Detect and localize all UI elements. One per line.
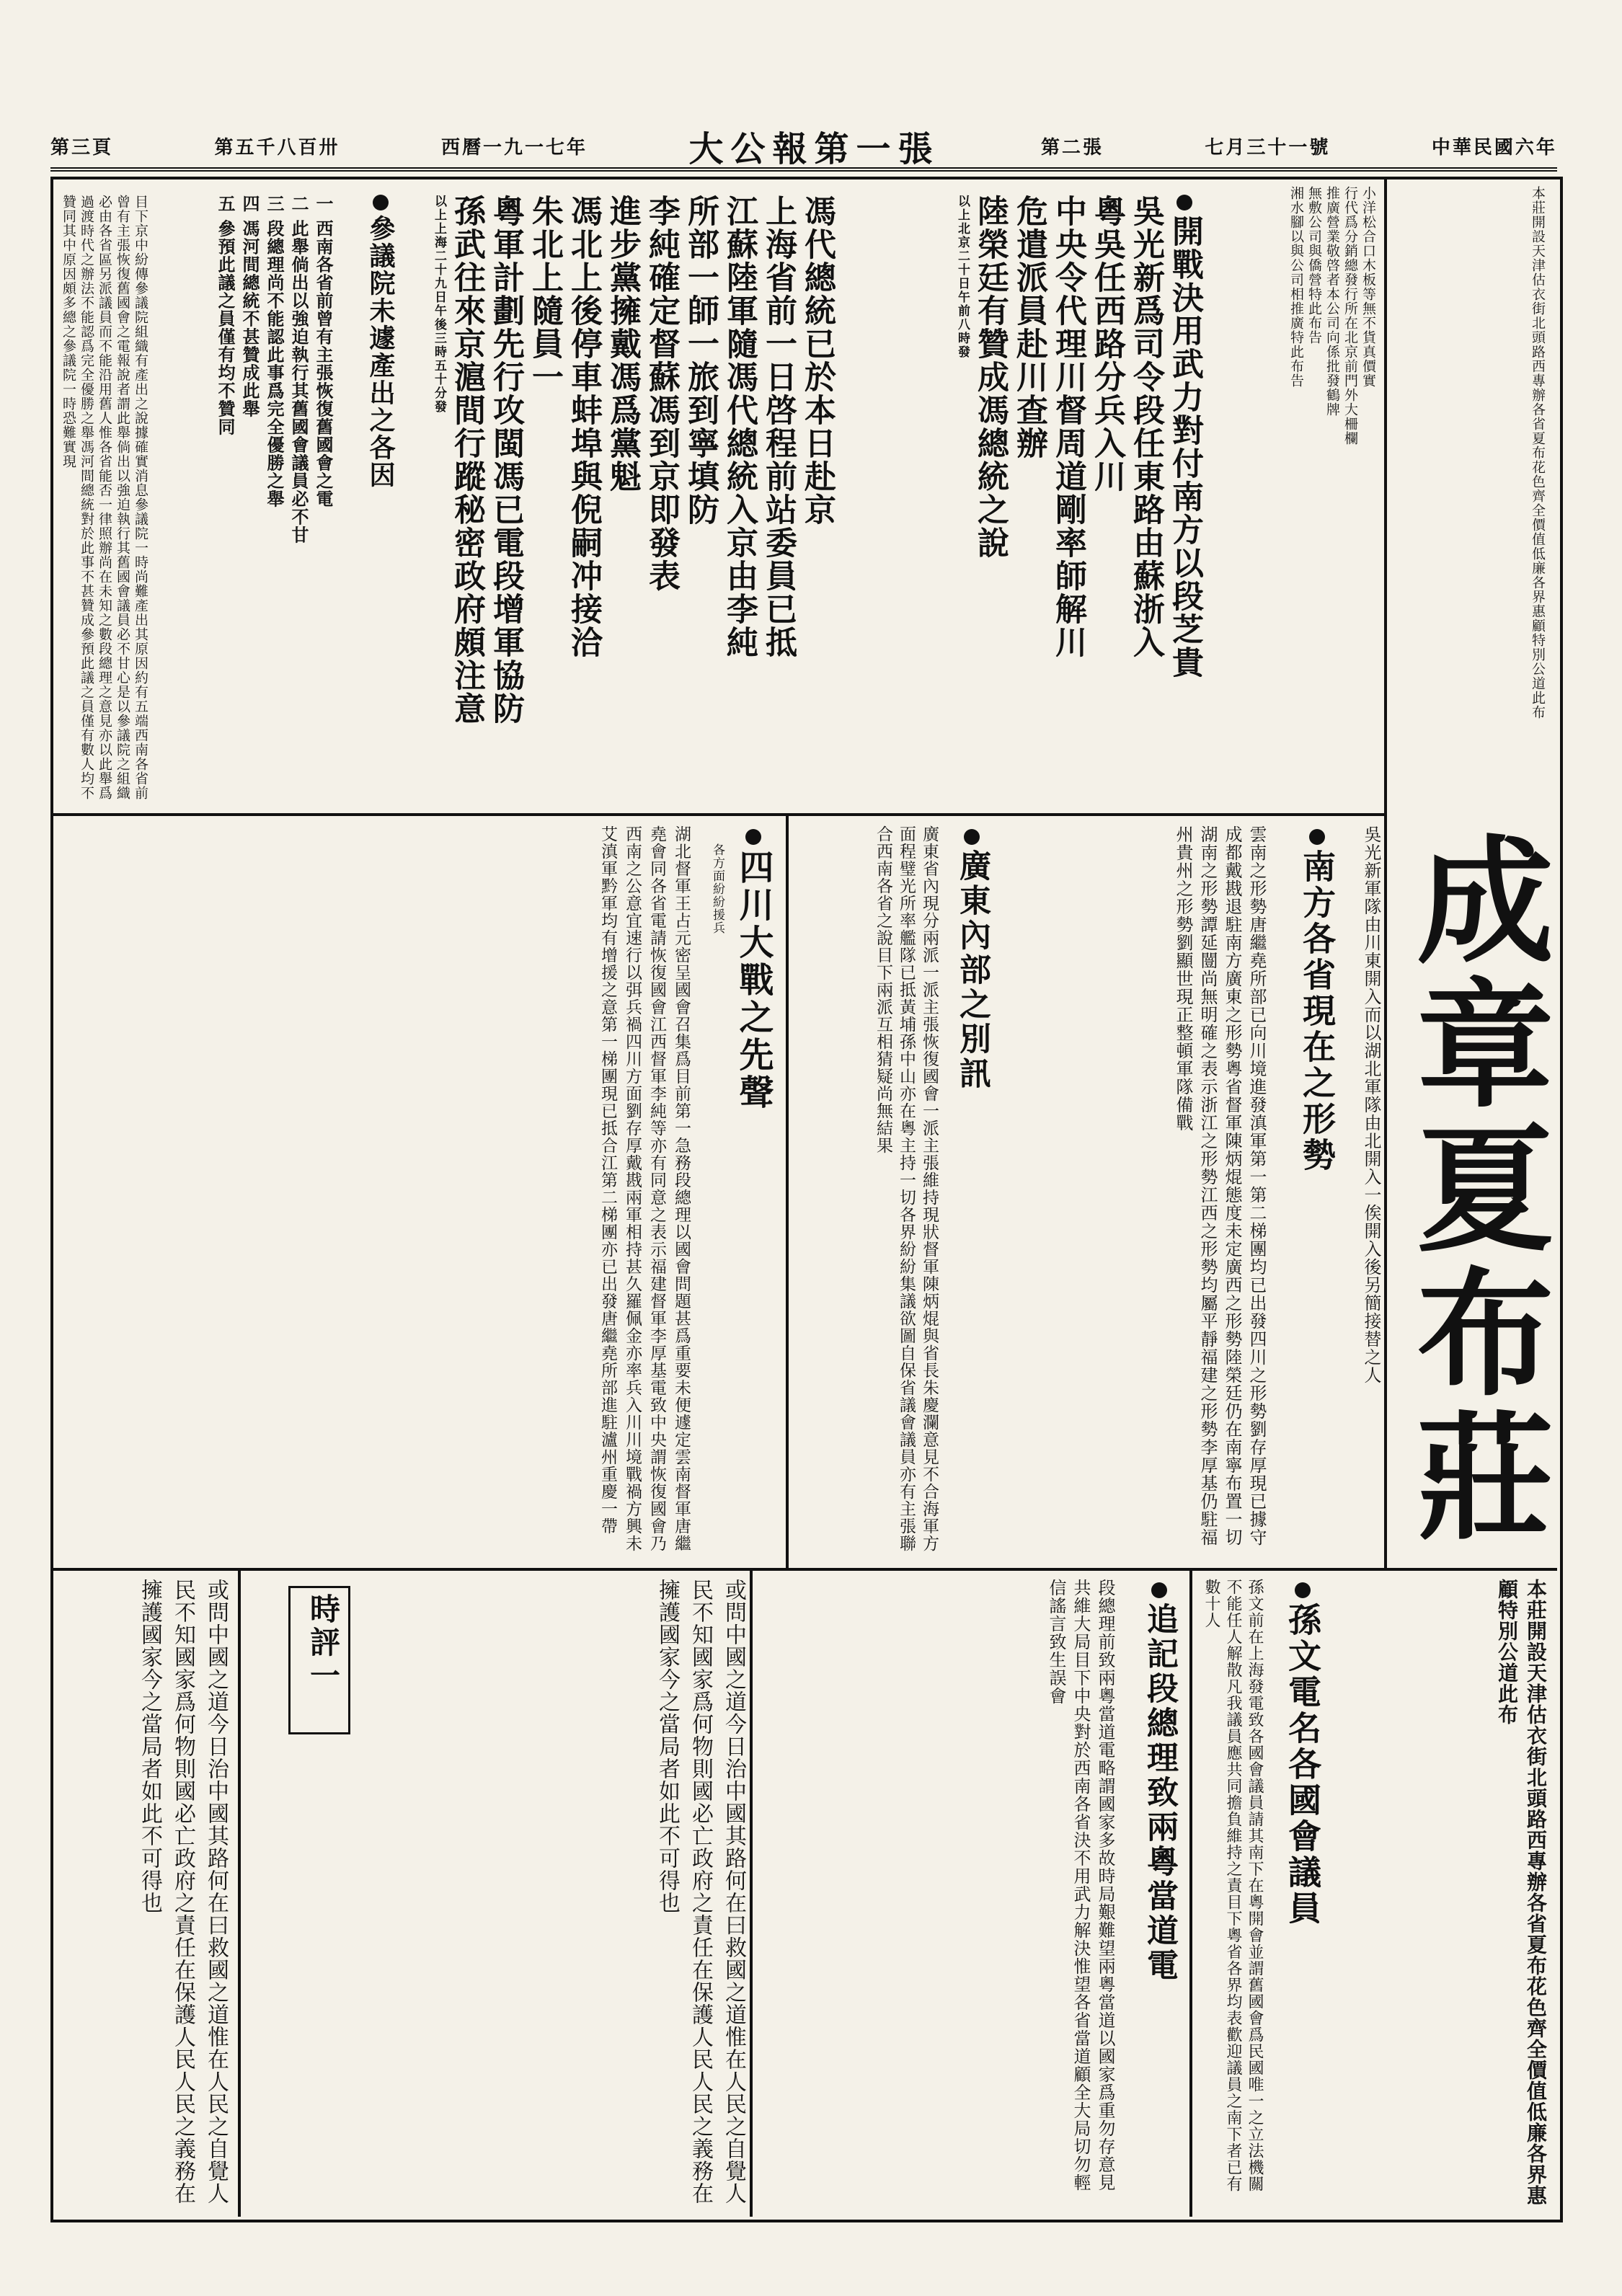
masthead-title: 大公報第一張 bbox=[688, 128, 940, 169]
senate-point-3: 三 段總理尚不能認此事爲完全優勝之舉 bbox=[264, 195, 285, 508]
rule-lower-3 bbox=[238, 1568, 241, 2217]
telegram-headlines-2 bbox=[404, 195, 836, 804]
commentary-title: 時評一 bbox=[306, 1593, 341, 1693]
headline-10: 所部一師一旅到寧填防 bbox=[682, 195, 719, 526]
headline-2: 吳光新爲司令段任東路由蘇浙入 bbox=[1127, 195, 1164, 659]
masthead-date: 中華民國六年 bbox=[1431, 136, 1557, 159]
headline-12: 進步黨擁戴馮爲黨魁 bbox=[604, 195, 641, 493]
notice-2: 行代爲分銷總發行所在北京前門外大柵欄 bbox=[1342, 186, 1358, 446]
sun-body: 孫文前在上海發電致各國會議員請其南下在粵開會並謂舊國會爲民國唯一之立法機關不能任人解散凡我議員應共同擔負維持之責目下粵省各界均表歡迎議員之南下者已有數十人 bbox=[1202, 1579, 1264, 2192]
headline-8: 上海省前一日啓程前站委員已抵 bbox=[760, 195, 797, 659]
headline-6: 陸榮廷有贊成馮總統之說 bbox=[972, 195, 1009, 559]
headline-4: 中央令代理川督周道剛率師解川 bbox=[1050, 195, 1086, 659]
headline-5: 危遣派員赴川查辦 bbox=[1011, 195, 1047, 460]
senate-point-5: 五 參預此議之員僅有均不贊同 bbox=[215, 195, 236, 436]
headline-13: 馮北上後停車蚌埠與倪嗣冲接洽 bbox=[565, 195, 602, 659]
commentary-body-cont: 或問中國之道今日治中國其路何在曰救國之道惟在人民之自覺人民不知國家爲何物則國必亡政府之責任在保護人民人民之義務在擁護國家今之當局者如此不可得也 bbox=[137, 1579, 229, 2204]
sichuan-body: 湖北督軍王占元密呈國會召集爲目前第一急務段總理以國會問題甚爲重要未便遽定雲南督軍唐繼堯會同各省電請恢復國會江西督軍李純等亦有同意之表示福建督軍李厚基電致中央謂恢復國會乃西南之公意宜速行以弭兵禍四川方面劉存厚戴戡兩軍相持甚久羅佩金亦率兵入川川境戰禍方興未艾滇軍黔軍均有增援之意第一梯團現已抵合江第二梯團亦已出發唐繼堯所部進駐瀘州重慶一帶 bbox=[598, 825, 691, 1552]
ad-text: 本莊開設天津估衣街北頭路西專辦各省夏布花色齊全價值低廉各界惠顧特別公道此布 bbox=[1530, 186, 1546, 719]
senate-title: 參議院未遽產出之各因 bbox=[339, 195, 396, 627]
masthead bbox=[50, 124, 1557, 172]
south-sub: 吳光新軍隊由川東開入而以湖北軍隊由北開入一俟開入後另簡接替之人 bbox=[1361, 825, 1381, 1384]
rule-band2 bbox=[50, 1568, 1557, 1571]
notice-3: 推廣營業敬啓者本公司向係批發鶴牌 bbox=[1324, 186, 1340, 417]
senate-point-1: 一 西南各省前曾有主張恢復舊國會之電 bbox=[313, 195, 334, 508]
telegram-dateline-2: 以上上海二十九日午後三時五十分發 bbox=[432, 195, 446, 414]
sichuan-sub: 各方面紛紛援兵 bbox=[710, 843, 724, 934]
headline-9: 江蘇陸軍隨馮代總統入京由李純 bbox=[721, 195, 758, 659]
top-notices bbox=[1211, 186, 1377, 806]
masthead-page: 第三頁 bbox=[50, 136, 114, 159]
rule-lower-2 bbox=[750, 1568, 753, 2217]
rule-lower-1 bbox=[1189, 1568, 1192, 2217]
senate-points bbox=[151, 195, 335, 804]
ad-lower: 本莊開設天津估衣街北頭路西專辦各省夏布花色齊全價值低廉各界惠顧特別公道此布 bbox=[1495, 1579, 1548, 2206]
headline-1: 開戰決用武力對付南方以段芝貴 bbox=[1165, 195, 1204, 804]
ad-title: 成章夏布莊 bbox=[1394, 829, 1555, 1550]
telegram-dateline: 以上北京二十日午前八時發 bbox=[955, 195, 970, 359]
masthead-year-en: 西曆一九一七年 bbox=[440, 136, 588, 159]
notice-5: 湘水腳以與公司相推廣特此布告 bbox=[1288, 186, 1304, 388]
headline-16: 孫武往來京滬間行蹤秘密政府頗注意 bbox=[448, 195, 485, 725]
south-body: 雲南之形勢唐繼堯所部已向川境進發滇軍第一第二梯團均已出發四川之形勢劉存厚現已據守成都戴戡退駐南方廣東之形勢粵省督軍陳炳焜態度未定廣西之形勢陸榮廷仍在南寧布置一切湖南之形勢譚延闓尚無明確之表示浙江之形勢江西之形勢均屬平靜福建之形勢李厚基仍駐福州貴州之形勢劉顯世現正整頓軍隊備戰 bbox=[1173, 825, 1267, 1546]
guangdong-title: 廣東內部之別訊 bbox=[944, 829, 995, 1478]
headline-11: 李純確定督蘇馮到京即發表 bbox=[643, 195, 680, 593]
duan-body: 段總理前致兩粵當道電略謂國家多故時局艱難望兩粵當道以國家爲重勿存意見共維大局目下中央對於西南各省決不用武力解決惟望各省當道顧全大局切勿輕信謠言致生誤會 bbox=[1046, 1579, 1115, 2191]
guangdong-body: 廣東省內現分兩派一派主張恢復國會一派主張維持現狀督軍陳炳焜與省長朱慶瀾意見不合海軍方面程璧光所率艦隊已抵黃埔孫中山亦在粵主持一切各界紛紛集議欲圖自保省議會議員亦有主張聯合西南各省之說目下兩派互相猜疑尚無結果 bbox=[874, 825, 939, 1552]
south-title: 南方各省現在之形勢 bbox=[1276, 829, 1341, 1550]
senate-body: 目下京中紛傳參議院組織有產出之說據確實消息參議院一時尚難產出其原因約有五端西南各省前曾有主張恢復舊國會之電報說者謂此舉倘出以強迫執行其舊國會議員必不甘心是以參議院之組織必由各省區另派議員而不能沿用舊人惟各省能否一律照辦尚在未知之數段總理之意見亦以此舉爲過渡時代之辦法不能認爲完全優勝之舉馮河間總統對於此事不甚贊成參預此議之員僅有數人均不贊同其中原因頗多總之參議院一時恐難實現 bbox=[61, 195, 149, 800]
rule-band1 bbox=[50, 813, 1384, 816]
sun-title: 孫文電名各國會議員 bbox=[1269, 1582, 1326, 2087]
masthead-series: 第五千八百卅 bbox=[214, 136, 340, 159]
headline-3: 粵吳任西路分兵入川 bbox=[1089, 195, 1125, 493]
masthead-month-day: 七月三十一號 bbox=[1205, 136, 1331, 159]
sichuan-title: 四川大戰之先聲 bbox=[728, 829, 779, 1161]
rule-mid bbox=[786, 813, 789, 1568]
notice-4: 無敷公司與僑營特此布告 bbox=[1306, 186, 1322, 345]
masthead-issue: 第二張 bbox=[1040, 136, 1104, 159]
notice-1: 小洋松合口木板等無不貨真價實 bbox=[1360, 186, 1376, 388]
headline-15: 粵軍計劃先行攻閩馮已電段增軍協防 bbox=[487, 195, 524, 725]
headline-14: 朱北上隨員一 bbox=[526, 195, 563, 394]
duan-title: 追記段總理致兩粵當道電 bbox=[1125, 1582, 1182, 2181]
senate-point-2: 二 此舉倘出以強迫執行其舊國會議員必不甘 bbox=[288, 195, 309, 544]
rule-ad-left bbox=[1384, 177, 1387, 1568]
telegram-headlines bbox=[836, 195, 1204, 804]
headline-7: 馮代總統已於本日赴京 bbox=[799, 195, 836, 526]
commentary-body: 或問中國之道今日治中國其路何在曰救國之道惟在人民之自覺人民不知國家爲何物則國必亡政府之責任在保護人民人民之義務在擁護國家今之當局者如此不可得也 bbox=[655, 1579, 746, 2204]
senate-point-4: 四 馮河間總統不甚贊成此舉 bbox=[239, 195, 260, 418]
